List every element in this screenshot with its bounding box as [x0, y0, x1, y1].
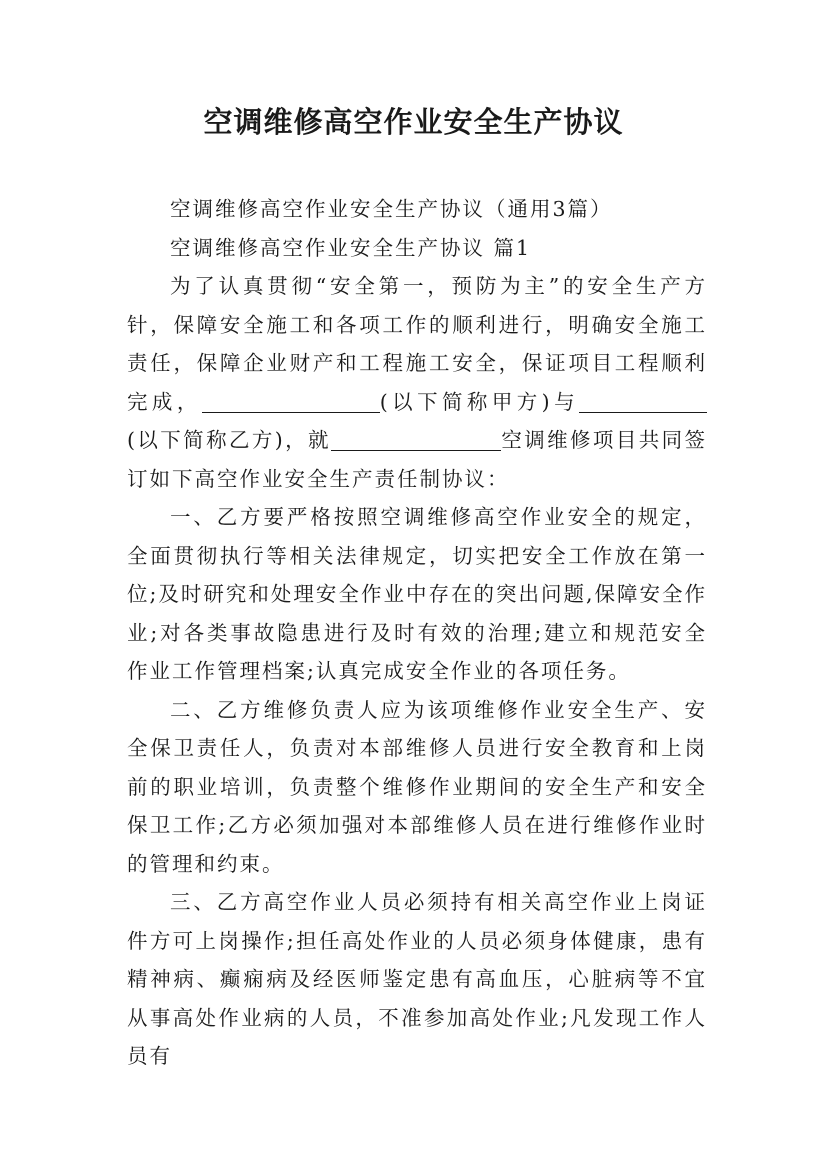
- clause-2: 二、乙方维修负责人应为该项维修作业安全生产、安全保卫责任人，负责对本部维修人员进行安全教育和上岗前的职业培训，负责整个维修作业期间的安全生产和安全保卫工作;乙方必须加强对本部维修人员在进行维修作业时的管理和约束。: [127, 697, 707, 876]
- intro-paragraph: [127, 267, 707, 498]
- intro-text-4: 空调维修项目共同签订如下高空作业安全生产责任制协议：: [127, 428, 708, 491]
- document-title: 空调维修高空作业安全生产协议: [203, 105, 624, 139]
- section-heading: 空调维修高空作业安全生产协议 篇1: [170, 235, 532, 260]
- document-body: [127, 190, 707, 1076]
- project-blank: [331, 426, 501, 451]
- clause-1: 一、乙方要严格按照空调维修高空作业安全的规定，全面贯彻执行等相关法律规定，切实把安全工作放在第一位;及时研究和处理安全作业中存在的突出问题,保障安全作业;对各类事故隐患进行及时有效的治理;建立和规范安全作业工作管理档案;认真完成安全作业的各项任务。: [127, 505, 707, 683]
- party-b-blank: [579, 388, 707, 413]
- party-a-blank: [202, 388, 380, 413]
- clause-3: 三、乙方高空作业人员必须持有相关高空作业上岗证件方可上岗操作;担任高处作业的人员必须身体健康，患有精神病、癫痫病及经医师鉴定患有高血压，心脏病等不宜从事高处作业病的人员，不准参加高处作业;凡发现工作人员有: [127, 890, 707, 1068]
- intro-text-2: (以下简称甲方)与: [379, 389, 579, 414]
- intro-text-3: (以下简称乙方)，就: [127, 428, 331, 452]
- document-subtitle: 空调维修高空作业安全生产协议（通用3篇）: [170, 197, 613, 221]
- intro-text-1: 为了认真贯彻“安全第一，预防为主”的安全生产方针，保障安全施工和各项工作的顺利进行，明确安全施工责任，保障企业财产和工程施工安全，保证项目工程顺利完成，: [127, 274, 707, 414]
